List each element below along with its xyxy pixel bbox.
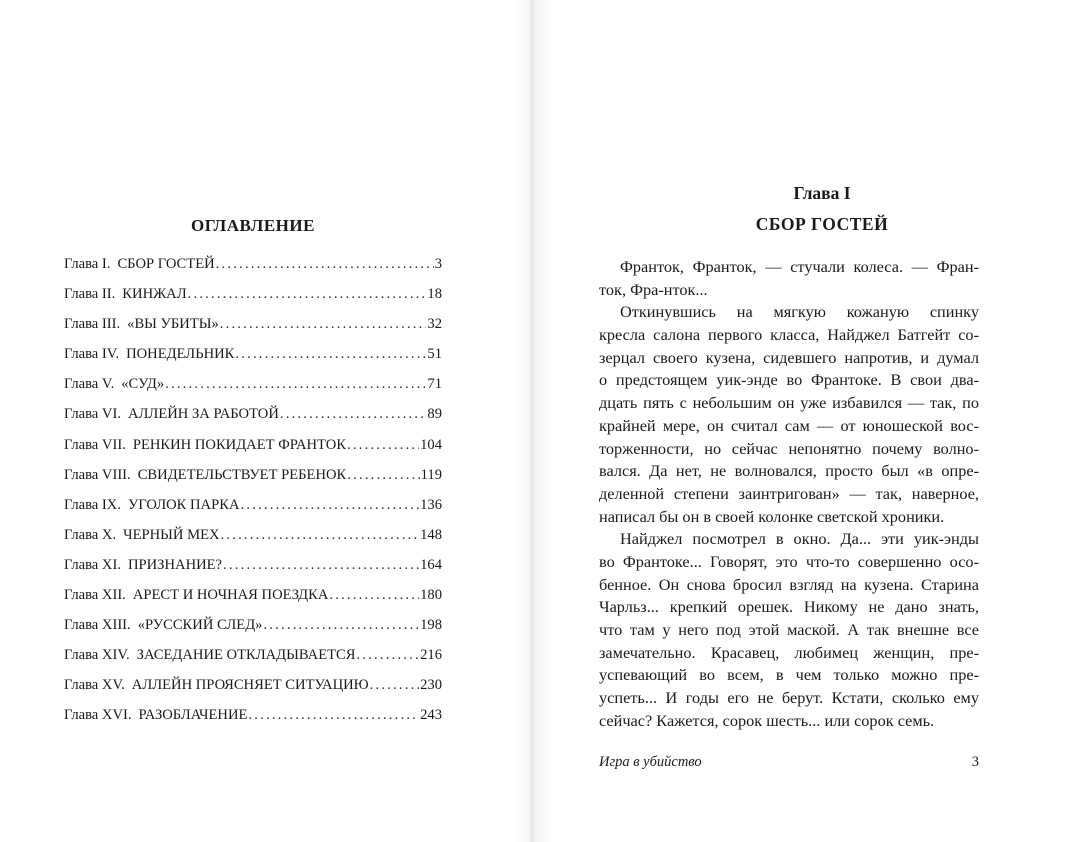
- toc-leader-dots: [280, 406, 427, 423]
- toc-chapter-title: «ВЫ УБИТЫ»: [127, 316, 219, 333]
- toc-entry[interactable]: [64, 527, 442, 557]
- toc-leader-dots: [216, 256, 434, 273]
- toc-page-number: 164: [420, 556, 442, 573]
- toc-page-number: 51: [427, 346, 442, 363]
- toc-chapter-title: УГОЛОК ПАРКА: [127, 496, 240, 513]
- text-line: кресла салона первого класса, Найджел Батгейт со-: [599, 325, 979, 345]
- toc-entry[interactable]: [64, 497, 442, 527]
- text-line: написал бы он в своей колонке светской хроники.: [599, 506, 945, 526]
- toc-chapter-label: Глава XV.: [64, 677, 125, 694]
- toc-chapter-label: Глава IX.: [64, 496, 121, 513]
- toc-entry[interactable]: [64, 467, 442, 497]
- toc-chapter-title: РЕНКИН ПОКИДАЕТ ФРАНТОК: [132, 436, 347, 453]
- toc-leader-dots: [347, 437, 419, 454]
- text-line: Франток, Франток, — стучали колеса. — Фран-: [620, 257, 979, 276]
- toc-entry[interactable]: [64, 587, 442, 617]
- toc-chapter-title: АЛЛЕЙН ЗА РАБОТОЙ: [127, 406, 279, 423]
- toc-chapter-title: АЛЛЕЙН ПРОЯСНЯЕТ СИТУАЦИЮ: [131, 677, 369, 694]
- toc-chapter-title: АРЕСТ И НОЧНАЯ ПОЕЗДКА: [132, 587, 329, 604]
- toc-page-number: 89: [427, 406, 442, 423]
- toc-list: [64, 256, 442, 738]
- toc-chapter-title: ЧЕРНЫЙ МЕХ: [123, 526, 220, 543]
- toc-entry[interactable]: [64, 346, 442, 376]
- toc-chapter-label: Глава XVI.: [64, 707, 132, 724]
- toc-chapter-label: Глава X.: [64, 526, 117, 543]
- toc-chapter-title: СБОР ГОСТЕЙ: [117, 256, 215, 272]
- toc-chapter-label: Глава V.: [64, 376, 115, 393]
- toc-page-number: 198: [420, 617, 442, 634]
- running-title: Игра в убийство: [599, 754, 702, 770]
- toc-entry[interactable]: [64, 437, 442, 467]
- toc-leader-dots: [370, 677, 419, 694]
- toc-entry[interactable]: [64, 617, 442, 647]
- toc-chapter-label: Глава VI.: [64, 406, 121, 423]
- toc-chapter-title: «СУД»: [121, 376, 165, 393]
- text-line: дцать пять с небольшим он уже избавился — так, по: [599, 393, 979, 413]
- text-line: что там у него под этой маской. А так внешне все: [599, 620, 979, 639]
- toc-chapter-label: Глава VII.: [64, 436, 126, 453]
- toc-page-number: 230: [420, 677, 442, 694]
- toc-page-number: 119: [420, 466, 442, 483]
- toc-page-number: 216: [420, 647, 442, 664]
- toc-entry[interactable]: [64, 256, 442, 286]
- page-number: 3: [971, 754, 979, 770]
- text-line: сейчас? Кажется, сорок шесть... или сорок семь.: [599, 710, 935, 730]
- chapter-body: [599, 256, 979, 732]
- toc-page: [0, 0, 532, 842]
- text-line: деленной степени заинтригован» — так, наверное,: [599, 483, 979, 503]
- text-line: Чарльз... крепкий орешек. Никому не дано знать,: [599, 597, 979, 617]
- toc-page-number: 136: [420, 496, 442, 513]
- toc-chapter-label: Глава I.: [64, 256, 111, 272]
- toc-entry[interactable]: [64, 647, 442, 677]
- toc-chapter-title: РАЗОБЛАЧЕНИЕ: [138, 707, 248, 724]
- toc-entry[interactable]: [64, 376, 442, 406]
- toc-chapter-label: Глава XIII.: [64, 617, 131, 634]
- text-line: замечательно. Красавец, любимец женщин, пре-: [599, 642, 979, 662]
- text-line: бенное. Он снова бросил взгляд на кузена. Старина: [599, 574, 979, 594]
- toc-chapter-title: ЗАСЕДАНИЕ ОТКЛАДЫВАЕТСЯ: [136, 647, 356, 664]
- toc-leader-dots: [188, 286, 427, 303]
- toc-leader-dots: [235, 346, 426, 363]
- toc-leader-dots: [357, 647, 420, 664]
- toc-leader-dots: [165, 376, 426, 393]
- toc-chapter-label: Глава II.: [64, 286, 116, 303]
- text-line: ток, Фра-нток...: [599, 279, 708, 299]
- toc-leader-dots: [248, 707, 419, 724]
- toc-page-number: 32: [427, 316, 442, 333]
- toc-page-number: 18: [427, 286, 442, 303]
- toc-chapter-title: «РУССКИЙ СЛЕД»: [137, 617, 263, 634]
- text-line: крайней мере, он считал сам — от юношеской вос-: [599, 415, 979, 435]
- toc-chapter-title: ПОНЕДЕЛЬНИК: [126, 346, 235, 363]
- toc-entry[interactable]: [64, 707, 442, 737]
- toc-entry[interactable]: [64, 557, 442, 587]
- text-line: успеть... И годы его не берут. Кстати, сколько ему: [599, 688, 979, 708]
- toc-page-number: 71: [427, 376, 442, 393]
- toc-chapter-label: Глава III.: [64, 316, 121, 333]
- text-line: Откинувшись на мягкую кожаную спинку: [620, 302, 979, 322]
- toc-chapter-label: Глава XII.: [64, 587, 126, 604]
- text-line: зерцал своего кузена, сидевшего напротив, и думал: [599, 347, 979, 367]
- toc-chapter-title: КИНЖАЛ: [122, 286, 187, 303]
- toc-chapter-label: Глава XI.: [64, 556, 121, 573]
- toc-leader-dots: [329, 587, 419, 604]
- toc-page-number: 243: [420, 707, 442, 724]
- text-line: о предстоящем уик-энде во Франтоке. В свои два-: [599, 370, 979, 390]
- toc-page-number: 180: [420, 587, 442, 604]
- text-line: торженности, но сейчас непонятно почему волно-: [599, 438, 979, 458]
- toc-entry[interactable]: [64, 677, 442, 707]
- toc-chapter-title: ПРИЗНАНИЕ?: [127, 556, 223, 573]
- toc-leader-dots: [221, 527, 420, 544]
- toc-leader-dots: [241, 497, 420, 514]
- text-line: во Франтоке... Говорят, это что-то совершенно осо-: [599, 551, 979, 571]
- toc-leader-dots: [263, 617, 419, 634]
- toc-chapter-label: Глава XIV.: [64, 647, 130, 664]
- chapter-title: СБОР ГОСТЕЙ: [755, 214, 889, 234]
- text-line: вался. Да нет, не волновался, просто был «в опре-: [599, 461, 979, 481]
- toc-chapter-label: Глава VIII.: [64, 466, 131, 483]
- toc-title: ОГЛАВЛЕНИЕ: [191, 216, 315, 235]
- text-line: Найджел посмотрел в окно. Да... эти уик-энды: [620, 529, 979, 549]
- text-line: успевающий во всем, в чем только можно пре-: [599, 665, 979, 685]
- chapter-page: [532, 0, 1067, 842]
- toc-page-number: 148: [420, 526, 442, 543]
- toc-page-number: 104: [420, 436, 442, 453]
- toc-entry[interactable]: [64, 286, 442, 316]
- toc-chapter-title: СВИДЕТЕЛЬСТВУЕТ РЕБЕНОК: [137, 466, 347, 483]
- chapter-number: Глава I: [793, 183, 851, 203]
- toc-leader-dots: [220, 316, 427, 333]
- toc-entry[interactable]: [64, 316, 442, 346]
- toc-page-number: 3: [434, 256, 442, 272]
- toc-chapter-label: Глава IV.: [64, 346, 120, 363]
- toc-entry[interactable]: [64, 406, 442, 436]
- toc-leader-dots: [347, 467, 419, 484]
- toc-leader-dots: [223, 557, 419, 574]
